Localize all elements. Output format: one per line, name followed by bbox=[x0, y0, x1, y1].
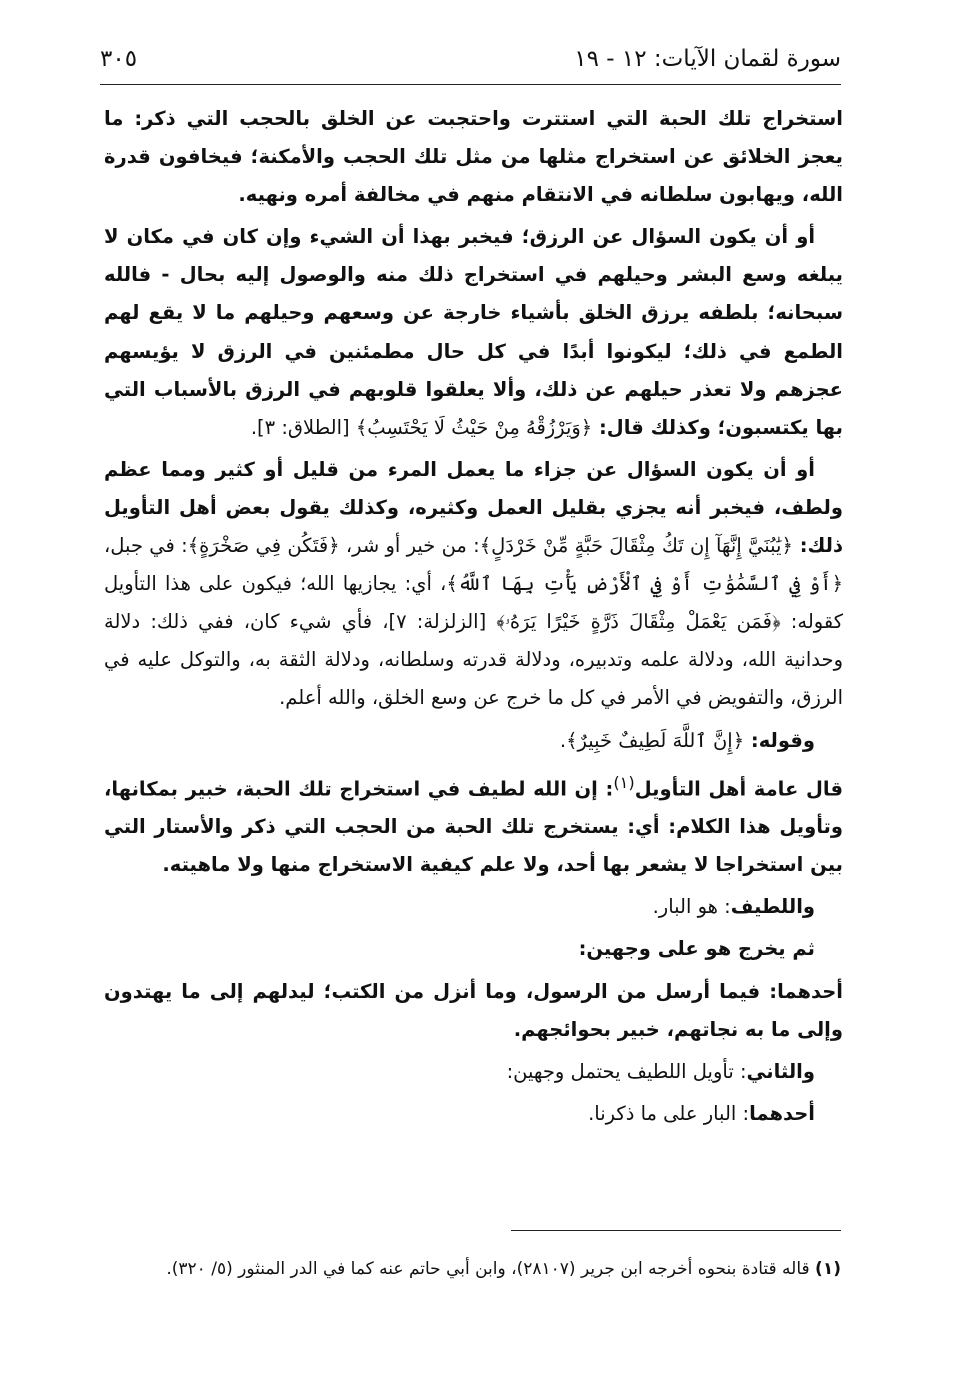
paragraph-3-text-b: : من خير أو شر، bbox=[339, 534, 480, 558]
term-label: والثاني bbox=[746, 1059, 815, 1083]
paragraph-5-text-b: : إن الله لطيف في استخراج تلك الحبة، خبير بمكانها، وتأويل هذا الكلام: أي: يستخرج تلك الحبة من الحجب التي ذكر والأستار التي بين استخراجا لا يشعر بها أحد، ولا علم كيفية الاستخراج منها ولا ماهيته. bbox=[104, 777, 843, 877]
term-definition: : هو البار. bbox=[652, 895, 731, 919]
quran-verse: ﴿وَيَرْزُقْهُ مِنْ حَيْثُ لَا يَحْتَسِبُ﴾ bbox=[355, 415, 593, 439]
paragraph-10-text: : البار على ما ذكرنا. bbox=[588, 1101, 750, 1125]
term-label: أحدهما bbox=[777, 979, 843, 1003]
paragraph-5 bbox=[104, 764, 843, 885]
paragraph-9-text: : تأويل اللطيف يحتمل وجهين: bbox=[506, 1059, 747, 1083]
quran-verse: ﴿إِنَّ ٱللَّهَ لَطِيفٌ خَبِيرٌ﴾ bbox=[566, 728, 745, 752]
footnote-text: قاله قتادة بنحوه أخرجه ابن جرير (٢٨١٠٧)، وابن أبي حاتم عنه كما في الدر المنثور (٥/ ٣٢٠). bbox=[166, 1259, 816, 1279]
paragraph-4-label: وقوله: bbox=[744, 728, 815, 752]
paragraph-7-text: ثم يخرج هو على وجهين: bbox=[578, 937, 815, 961]
paragraph-8-text: : فيما أرسل من الرسول، وما أنزل من الكتب؛ ليدلهم إلى ما يهتدون وإلى ما به نجاتهم، خبير بحوائجهم. bbox=[104, 979, 843, 1041]
paragraph-3-text-c: : في جبل، bbox=[104, 534, 188, 558]
term-label: واللطيف bbox=[730, 895, 815, 919]
paragraph-3-text-a: أو أن يكون السؤال عن جزاء ما يعمل المرء من قليل أو كثير ومما عظم ولطف، فيخبر أنه يجزي بقليل العمل وكثيره، وكذلك يقول بعض أهل التأويل ذلك: bbox=[104, 457, 844, 558]
paragraph-3-text-e: [الزلزلة: ٧]، فأي شيء كان، ففي ذلك: دلالة وحدانية الله، ودلالة علمه وتدبيره، ودلالة قدرته وسلطانه، ودلالة الثقة به، والتوكل عليه في الرزق، والتفويض في الأمر في كل ما خرج عن وسع الخلق، والله أعلم. bbox=[104, 610, 843, 710]
paragraph-6 bbox=[104, 888, 843, 926]
paragraph-3-text-d: ، أي: يجازيها الله؛ فيكون على هذا التأويل كقوله: bbox=[104, 572, 843, 634]
verse-reference: [الطلاق: ٣]. bbox=[250, 415, 356, 439]
header-divider bbox=[100, 84, 841, 85]
quran-verse: ﴿فَتَكُن فِي صَخْرَةٍ﴾ bbox=[187, 534, 340, 558]
quran-verse: ﴿يَٰبُنَيَّ إِنَّهَآ إِن تَكُ مِثْقَالَ حَبَّةٍ مِّنْ خَرْدَلٍ﴾ bbox=[479, 534, 793, 558]
paragraph-2-text: أو أن يكون السؤال عن الرزق؛ فيخبر بهذا أن الشيء وإن كان في مكان لا يبلغه وسع البشر وحيلهم في استخراج ذلك منه والوصول إليه بحال - فالله سبحانه؛ بلطفه يرزق الخلق بأشياء خارجة عن وسعهم وحيلهم ما لا يقع لهم الطمع في ذلك؛ ليكونوا أبدًا في كل حال مطمئنين في الرزق لا يؤيسهم عجزهم ولا تعذر حيلهم عن ذلك، وألا يعلقوا قلوبهم في الرزق بالأسباب التي بها يكتسبون؛ وكذلك قال: bbox=[104, 225, 843, 439]
footnote-divider bbox=[511, 1230, 841, 1231]
quran-verse: ﴿فَمَن يَعْمَلْ مِثْقَالَ ذَرَّةٍ خَيْرًا يَرَهُۥ﴾ bbox=[496, 610, 781, 634]
term-label: أحدهما bbox=[749, 1101, 815, 1125]
paragraph-7 bbox=[104, 930, 843, 968]
paragraph-8 bbox=[104, 973, 843, 1049]
paragraph-10 bbox=[104, 1095, 843, 1133]
footnote-number: (١) bbox=[815, 1259, 841, 1279]
surah-title: سورة لقمان الآيات: ١٢ - ١٩ bbox=[574, 46, 841, 72]
paragraph-1-text: استخراج تلك الحبة التي استترت واحتجبت عن الخلق بالحجب التي ذكر: ما يعجز الخلائق عن استخراج مثلها من مثل تلك الحجب والأمكنة؛ فيخافون قدرة الله، ويهابون سلطانه في الانتقام منهم في مخالفة أمره ونهيه. bbox=[104, 107, 843, 207]
main-text bbox=[104, 100, 843, 1137]
paragraph-2 bbox=[104, 218, 843, 447]
paragraph-9 bbox=[104, 1053, 843, 1091]
paragraph-4-end: . bbox=[559, 728, 567, 752]
quran-verse: ﴿أَوْ فِي ٱلسَّمَٰوَٰتِ أَوْ فِي ٱلْأَرْضِ يَأْتِ بِهَا ٱللَّهُ﴾ bbox=[446, 572, 844, 596]
paragraph-1 bbox=[104, 100, 843, 214]
page-number: ٣٠٥ bbox=[100, 46, 138, 72]
paragraph-3 bbox=[104, 451, 843, 718]
paragraph-4 bbox=[104, 722, 843, 760]
page-header bbox=[100, 36, 841, 82]
paragraph-5-text-a: قال عامة أهل التأويل bbox=[634, 777, 843, 801]
footnote bbox=[104, 1256, 841, 1282]
footnote-marker[interactable]: (١) bbox=[613, 772, 635, 792]
